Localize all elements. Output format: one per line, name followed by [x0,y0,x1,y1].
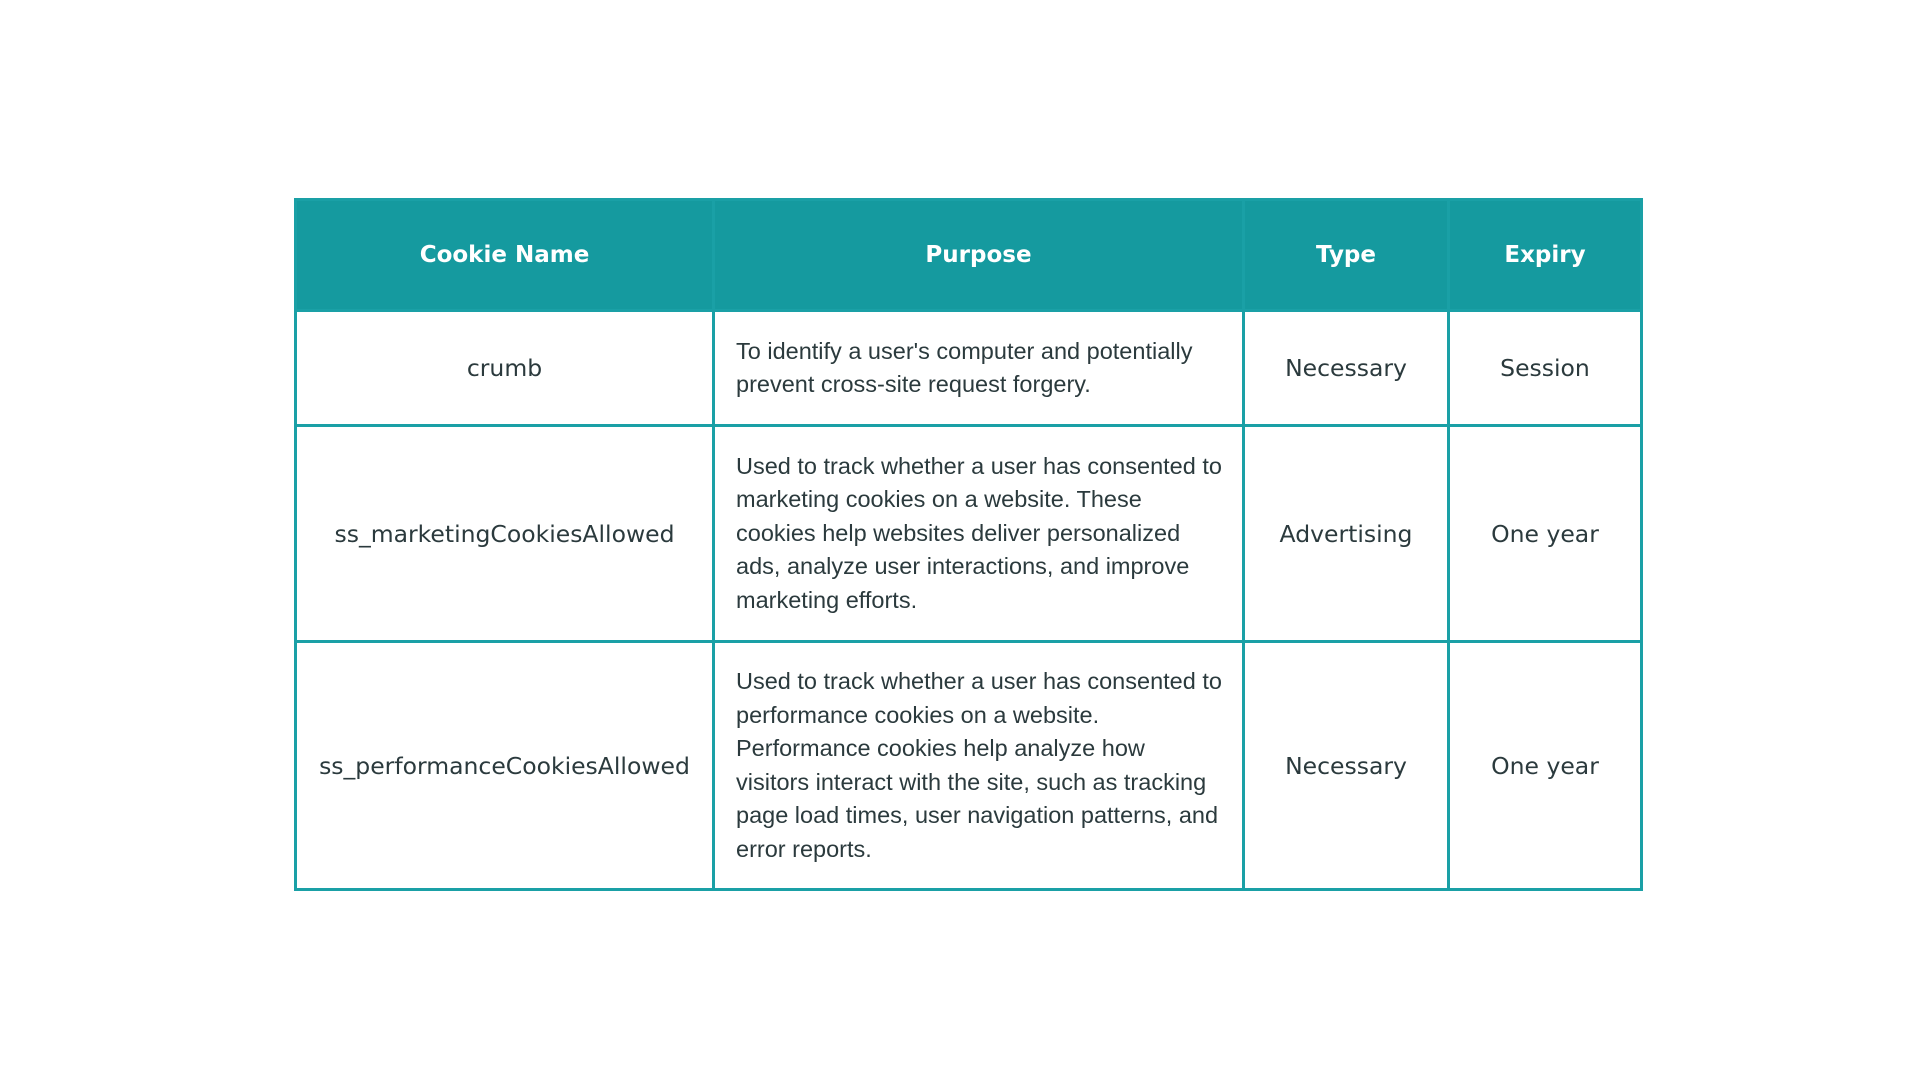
cookie-table [294,198,1643,891]
cookie-name-cell: crumb [296,311,714,426]
expiry-cell: One year [1449,426,1642,642]
cookie-name-cell: ss_performanceCookiesAllowed [296,642,714,890]
expiry-cell: Session [1449,311,1642,426]
cookie-table-container [294,198,1640,891]
cookie-name-cell: ss_marketingCookiesAllowed [296,426,714,642]
column-header-purpose: Purpose [714,200,1244,311]
purpose-cell: Used to track whether a user has consented to performance cookies on a website. Performance cookies help analyze how visitors interact with the site, such as tracking page load times, user navigation patterns, and error reports. [714,642,1244,890]
type-cell: Necessary [1244,642,1449,890]
column-header-cookie-name: Cookie Name [296,200,714,311]
column-header-type: Type [1244,200,1449,311]
purpose-cell: To identify a user's computer and potentially prevent cross-site request forgery. [714,311,1244,426]
expiry-cell: One year [1449,642,1642,890]
type-cell: Necessary [1244,311,1449,426]
purpose-cell: Used to track whether a user has consented to marketing cookies on a website. These cookies help websites deliver personalized ads, analyze user interactions, and improve marketing efforts. [714,426,1244,642]
table-row [296,426,1642,642]
table-row [296,642,1642,890]
table-header-row [296,200,1642,311]
column-header-expiry: Expiry [1449,200,1642,311]
type-cell: Advertising [1244,426,1449,642]
table-row [296,311,1642,426]
